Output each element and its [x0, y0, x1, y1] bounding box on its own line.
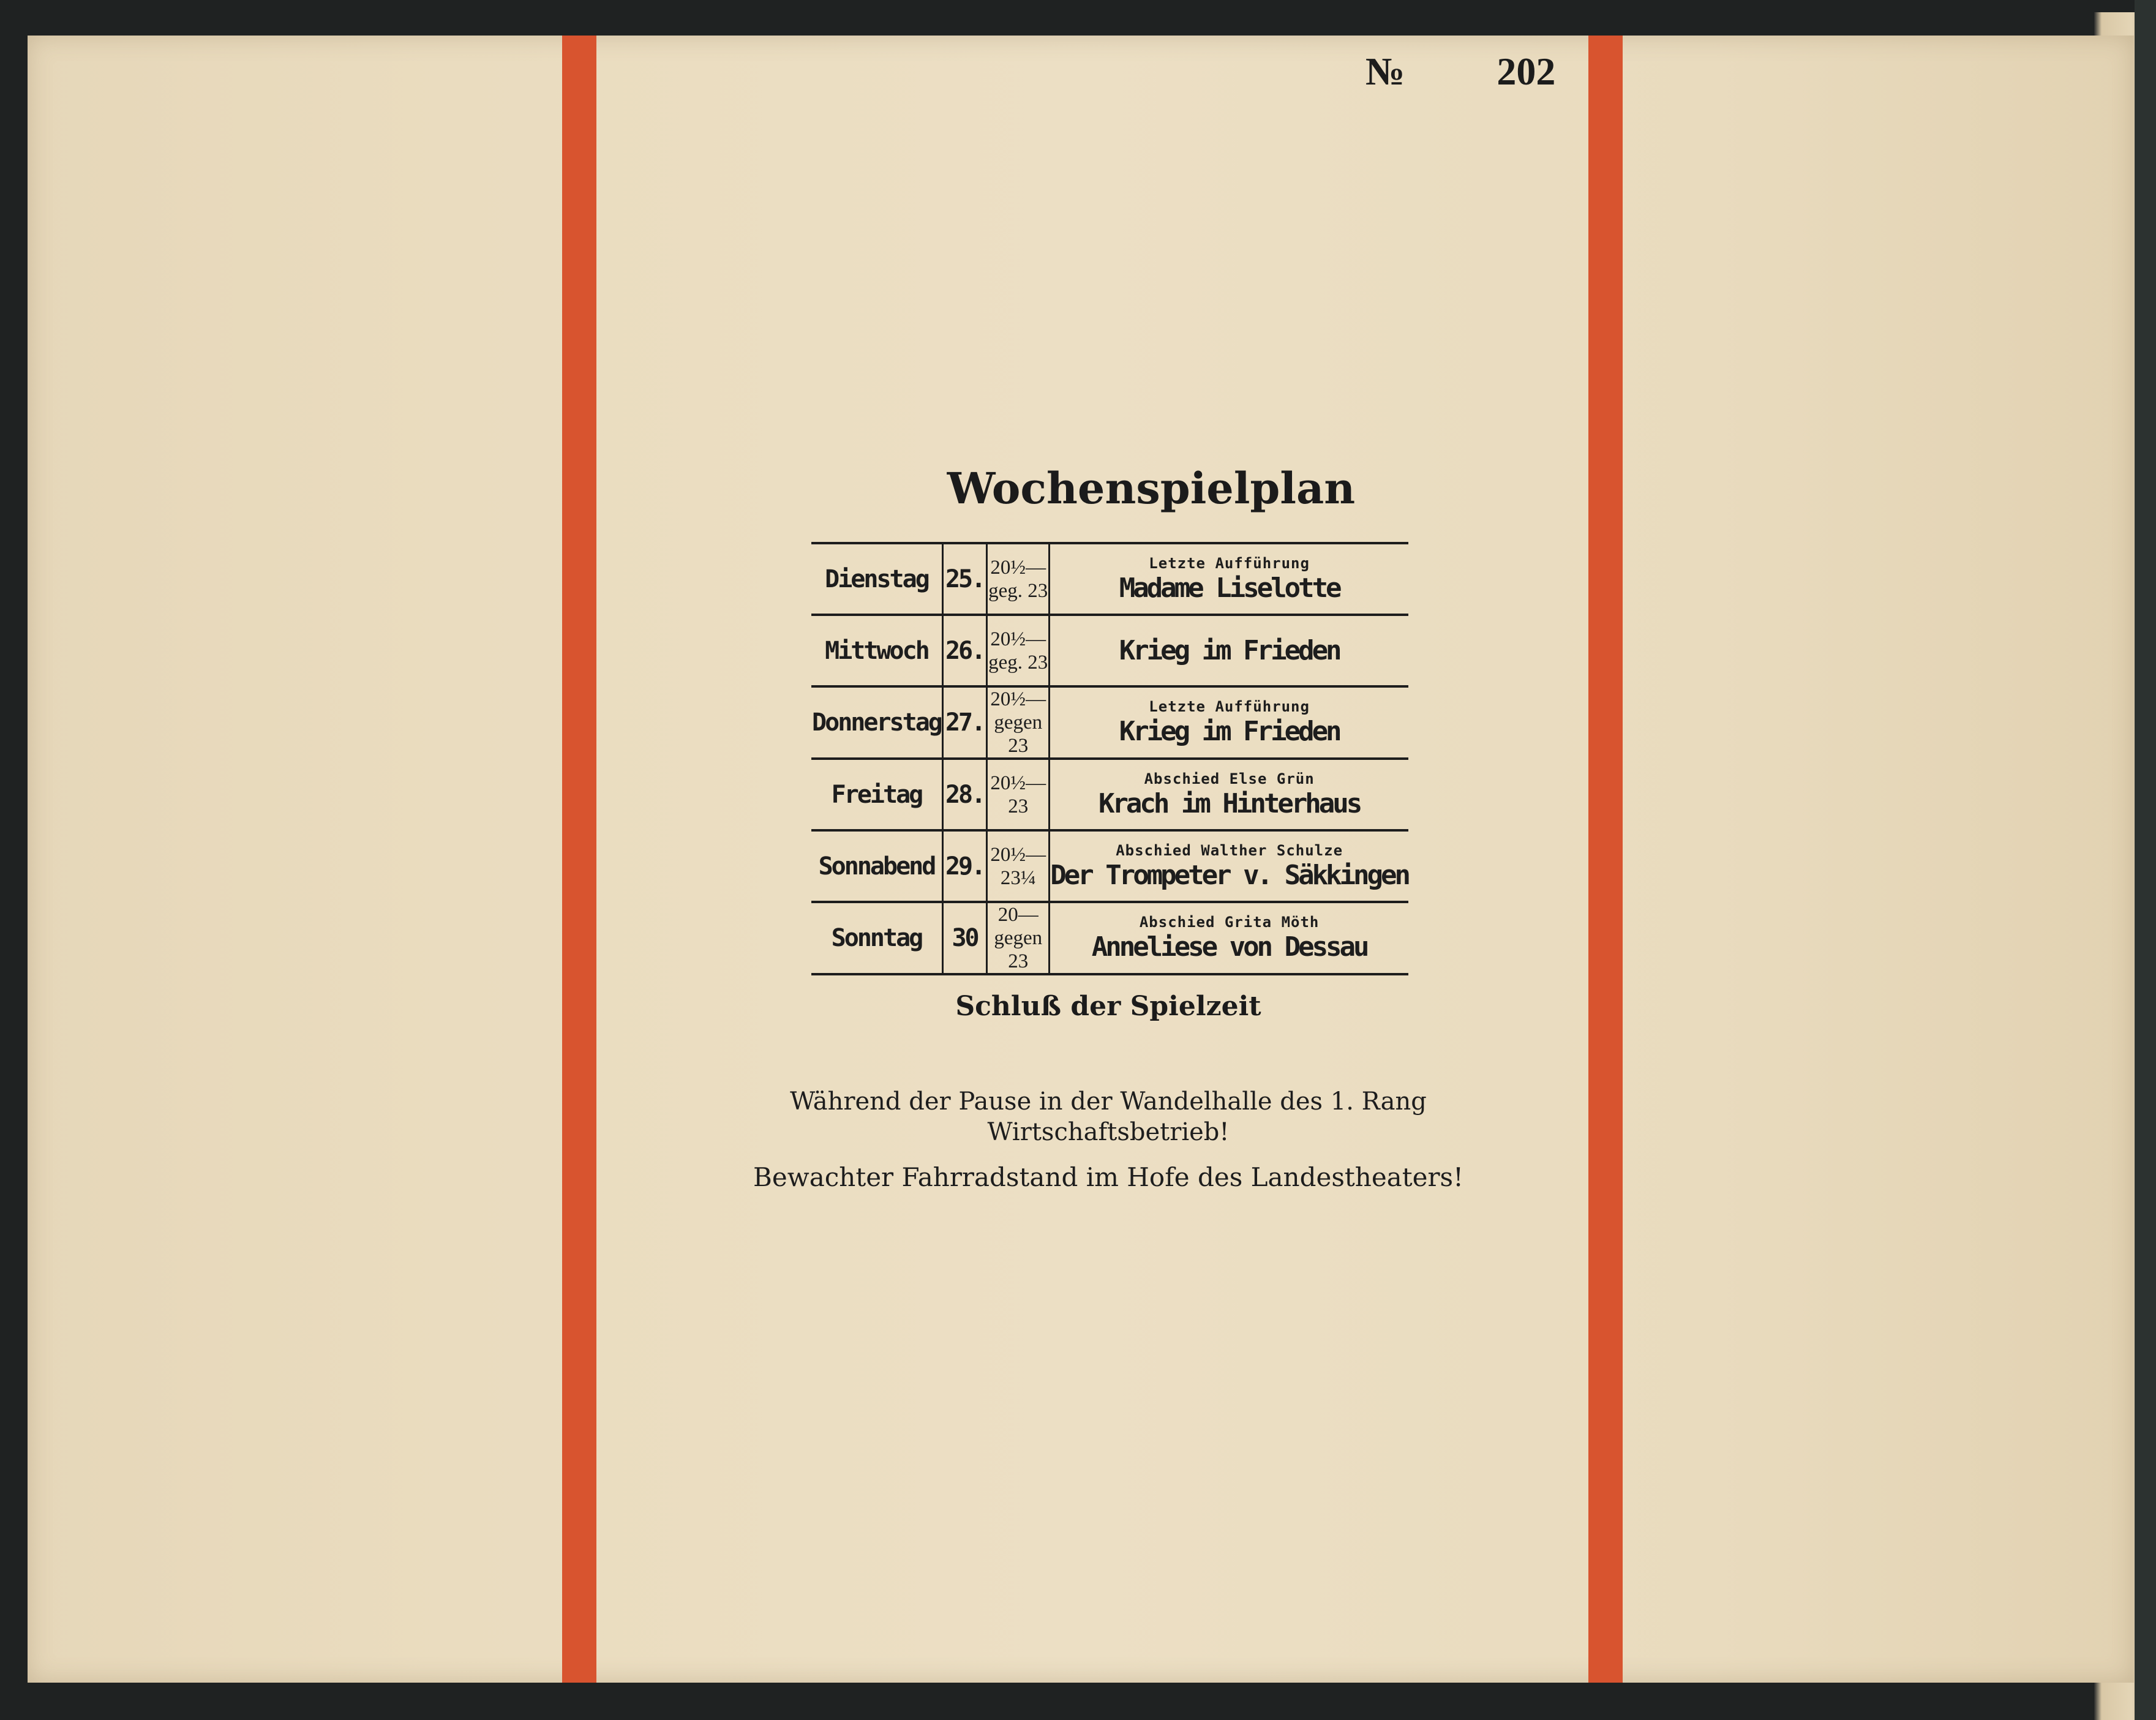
date-cell: 29.	[942, 830, 986, 902]
time-cell	[987, 686, 1050, 759]
document-number	[1365, 49, 1555, 94]
time-cell	[987, 902, 1050, 974]
date-cell: 25.	[942, 543, 986, 615]
table-row	[811, 830, 1408, 902]
time-line: 20—	[997, 904, 1039, 926]
time-line: 20½—	[990, 556, 1046, 579]
scan-background-strip	[2135, 0, 2156, 1720]
time-line: gegen 23	[994, 927, 1043, 972]
play-cell	[1050, 543, 1408, 615]
performance-note: Letzte Aufführung	[1149, 698, 1310, 715]
red-margin-bar-left	[562, 36, 596, 1683]
day-cell: Freitag	[811, 759, 942, 830]
time-line: 23¼	[1000, 866, 1036, 889]
play-title: Krieg im Frieden	[1119, 716, 1340, 747]
time-cell	[987, 759, 1050, 830]
season-end-label: Schluß der Spielzeit	[955, 991, 1261, 1022]
table-row	[811, 615, 1408, 686]
day-cell: Mittwoch	[811, 615, 942, 686]
play-title: Der Trompeter v. Säkkingen	[1050, 859, 1408, 891]
number-value: 202	[1497, 50, 1556, 93]
performance-note: Abschied Grita Möth	[1139, 914, 1320, 931]
table-row	[811, 759, 1408, 830]
bicycle-notice: Bewachter Fahrradstand im Hofe des Landestheaters!	[753, 1162, 1463, 1192]
play-cell	[1050, 759, 1408, 830]
time-line: 20½—23	[990, 772, 1046, 817]
play-title: Madame Liselotte	[1119, 572, 1340, 604]
time-line: 20½—	[990, 843, 1046, 866]
date-cell: 28.	[942, 759, 986, 830]
table-row	[811, 543, 1408, 615]
time-line: 20½—	[990, 688, 1046, 710]
day-cell: Donnerstag	[811, 686, 942, 759]
play-cell	[1050, 830, 1408, 902]
notice-line: Während der Pause in der Wandelhalle des 1. Rang	[790, 1087, 1427, 1116]
performance-note: Abschied Walther Schulze	[1116, 841, 1343, 859]
day-cell: Sonntag	[811, 902, 942, 974]
weekly-schedule-table	[811, 542, 1408, 975]
time-cell	[987, 543, 1050, 615]
performance-note: Letzte Aufführung	[1149, 554, 1310, 572]
date-cell: 26.	[942, 615, 986, 686]
date-cell: 27.	[942, 686, 986, 759]
time-line: gegen 23	[994, 712, 1043, 757]
play-title: Krieg im Frieden	[1119, 634, 1340, 666]
number-label: №	[1365, 50, 1405, 93]
notice-line: Wirtschaftsbetrieb!	[987, 1118, 1230, 1146]
time-cell	[987, 830, 1050, 902]
play-cell	[1050, 686, 1408, 759]
day-cell: Dienstag	[811, 543, 942, 615]
time-line: geg. 23	[988, 651, 1048, 674]
performance-note: Abschied Else Grün	[1144, 770, 1315, 787]
red-margin-bar-right	[1588, 36, 1623, 1683]
play-title: Krach im Hinterhaus	[1098, 787, 1361, 819]
time-line: geg. 23	[988, 579, 1048, 602]
table-row	[811, 902, 1408, 974]
day-cell: Sonnabend	[811, 830, 942, 902]
play-cell	[1050, 902, 1408, 974]
intermission-notice	[753, 1086, 1463, 1147]
program-title: Wochenspielplan	[947, 463, 1356, 514]
time-line: 20½—	[990, 628, 1046, 650]
time-cell	[987, 615, 1050, 686]
table-row	[811, 686, 1408, 759]
play-cell	[1050, 615, 1408, 686]
play-title: Anneliese von Dessau	[1091, 931, 1367, 963]
date-cell: 30	[942, 902, 986, 974]
